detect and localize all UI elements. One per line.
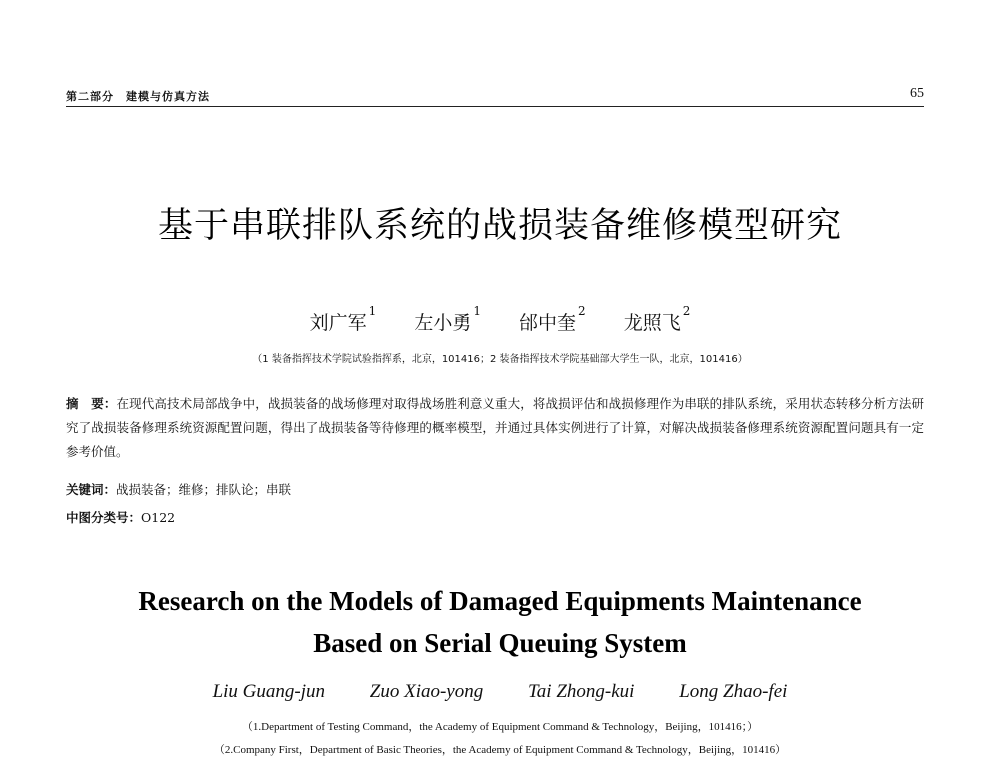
abstract-label: 摘 要：: [66, 396, 117, 411]
classification-number: [66, 508, 175, 528]
author: Long Zhao-fei: [679, 681, 788, 702]
keywords-label: 关键词：: [66, 482, 117, 497]
chinese-title: 基于串联排队系统的战损装备维修模型研究: [157, 206, 842, 246]
header-rule: [66, 106, 924, 107]
author: Tai Zhong-kui: [527, 681, 635, 702]
abstract-text: 在现代高技术局部战争中，战损装备的战场修理对取得战场胜利意义重大，将战损评估和战损修理作为串联的排队系统，采用状态转移分析方法研究了战损装备修理系统资源配置问题，得出了战损装备等待修理的概率模型，并通过具体实例进行了计算，对解决战损装备修理系统资源配置问题具有一定参考价值。: [66, 396, 924, 459]
running-header: [66, 86, 924, 104]
author: Liu Guang-jun: [212, 681, 326, 702]
author: 左小勇$^1$: [414, 304, 481, 334]
abstract: [66, 392, 924, 464]
english-title-line: Research on the Models of Damaged Equipments Maintenance: [138, 586, 862, 616]
classification-label: 中图分类号：: [66, 510, 142, 525]
english-affiliation: （1.Department of Testing Command，the Academy of Equipment Command & Technology，Beijing，101416；）: [241, 721, 759, 733]
author: 邰中奎$^2$: [519, 304, 586, 334]
keywords-text: 战损装备；维修；排队论；串联: [116, 482, 292, 497]
classification-text: O122: [141, 510, 176, 525]
author: 龙照飞$^2$: [623, 304, 691, 334]
english-authors: [0, 681, 1000, 703]
english-title: [0, 580, 1000, 664]
author: Zuo Xiao-yong: [369, 681, 484, 702]
section-label: 第二部分 建模与仿真方法: [66, 90, 210, 103]
chinese-affiliation: （1 装备指挥技术学院试验指挥系，北京，101416；2 装备指挥技术学院基础部大学生一队，北京，101416）: [252, 354, 748, 365]
chinese-authors: [0, 304, 1000, 335]
english-title-line: Based on Serial Queuing System: [313, 628, 687, 658]
english-affiliation: （2.Company First，Department of Basic Theories，the Academy of Equipment Command & Technology，Beijing，101416）: [213, 744, 787, 756]
page-number: 65: [910, 86, 924, 101]
author: 刘广军$^1$: [309, 304, 377, 334]
keywords: [66, 480, 291, 500]
